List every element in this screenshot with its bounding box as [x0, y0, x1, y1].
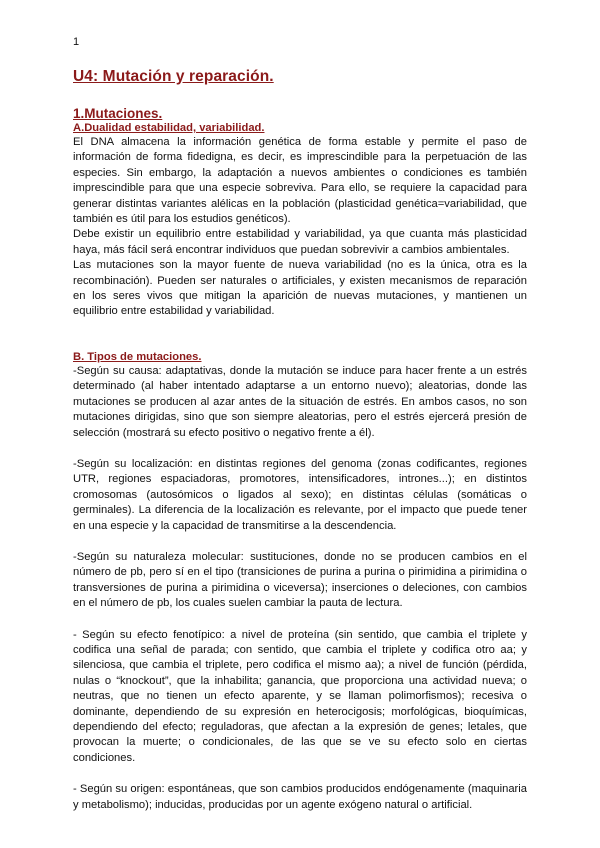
paragraph-b-causa: -Según su causa: adaptativas, donde la mutación se induce para hacer frente a un estrés determinado (al haber intentado adaptarse a un entorno nuevo); aleatorias, donde las mutaciones se producen al azar antes de la situación de estrés. En ambos casos, no son mutaciones dirigidas, sino que son siempre aleatorias, pero el estrés ejercerá presión de selección (mostrará su efecto positivo o negativo frente a él). [73, 364, 527, 439]
paragraph-a-1: El DNA almacena la información genética de forma estable y permite el paso de información de forma fidedigna, es decir, es imprescindible para la perpetuación de las especies. Sin embargo, la adaptación a nuevos ambientes o condiciones es también imprescindible para que una especie sobreviva. Para ello, se requiere la capacidad para generar distintas variantes alélicas en la población (plasticidad genética=variabilidad, que también es útil para los estudios genéticos). [73, 136, 527, 226]
paragraph-b-naturaleza: -Según su naturaleza molecular: sustituciones, donde no se producen cambios en el número de pb, pero sí en el tipo (transiciones de purina a purina o pirimidina a pirimidina o transversiones de purina a pirimidina o viceversa); inserciones o deleciones, con cambios en el número de pb, los cuales suelen cambiar la pauta de lectura. [73, 550, 527, 610]
paragraph-a-3: Las mutaciones son la mayor fuente de nueva variabilidad (no es la única, otra es la recombinación). Pueden ser naturales o artificiales, y existen mecanismos de reparación en los seres vivos que mitigan la aparición de nuevas mutaciones, y mantienen un equilibrio entre estabilidad y variabilidad. [73, 259, 527, 318]
subsection-a-heading: A.Dualidad estabilidad, variabilidad. [73, 122, 265, 134]
subsection-b-heading: B. Tipos de mutaciones. [73, 350, 202, 363]
paragraph-b-localizacion: -Según su localización: en distintas regiones del genoma (zonas codificantes, regiones UTR, regiones espaciadoras, promotores, intensificadores, intrones...); en distintos cromosomas (autosómicos o ligados al sexo); en distintas células (somáticas o germinales). La diferencia de la localización es relevante, por el impacto que puede tener en una especie y la capacidad de transmitirse a la descendencia. [73, 457, 527, 532]
paragraph-b-efecto: - Según su efecto fenotípico: a nivel de proteína (sin sentido, que cambia el triplete y codifica una señal de parada; con sentido, que cambia el triplete y codifica otro aa; y silenciosa, que cambia el triplete, pero codifica el mismo aa); a nivel de función (pérdida, nulas o “knockout”, que la inhabilita; ganancia, que proporciona una actividad nueva; o neutras, que no tienen un efecto aparente, y se llaman polimorfismos); recesiva o dominante, dependiendo de su expresión en heterocigosis; morfológicas, bioquímicas, dependiendo del efecto; reguladoras, que afectan a la expresión de genes; letales, que provocan la muerte; o condicionales, de las que se ve su efecto solo en ciertas condiciones. [73, 628, 527, 764]
page-number: 1 [73, 36, 80, 48]
section-heading: 1.Mutaciones. [73, 106, 163, 121]
paragraph-a-2: Debe existir un equilibrio entre estabilidad y variabilidad, ya que cuanta más plasticidad haya, más fácil será encontrar individuos que puedan sobrevivir a cambios ambientales. [73, 228, 527, 256]
document-body [73, 68, 527, 813]
document-title: U4: Mutación y reparación. [73, 68, 274, 85]
paragraph-b-origen: - Según su origen: espontáneas, que son cambios producidos endógenamente (maquinaria y metabolismo); inducidas, producidas por un agente exógeno natural o artificial. [73, 783, 527, 811]
